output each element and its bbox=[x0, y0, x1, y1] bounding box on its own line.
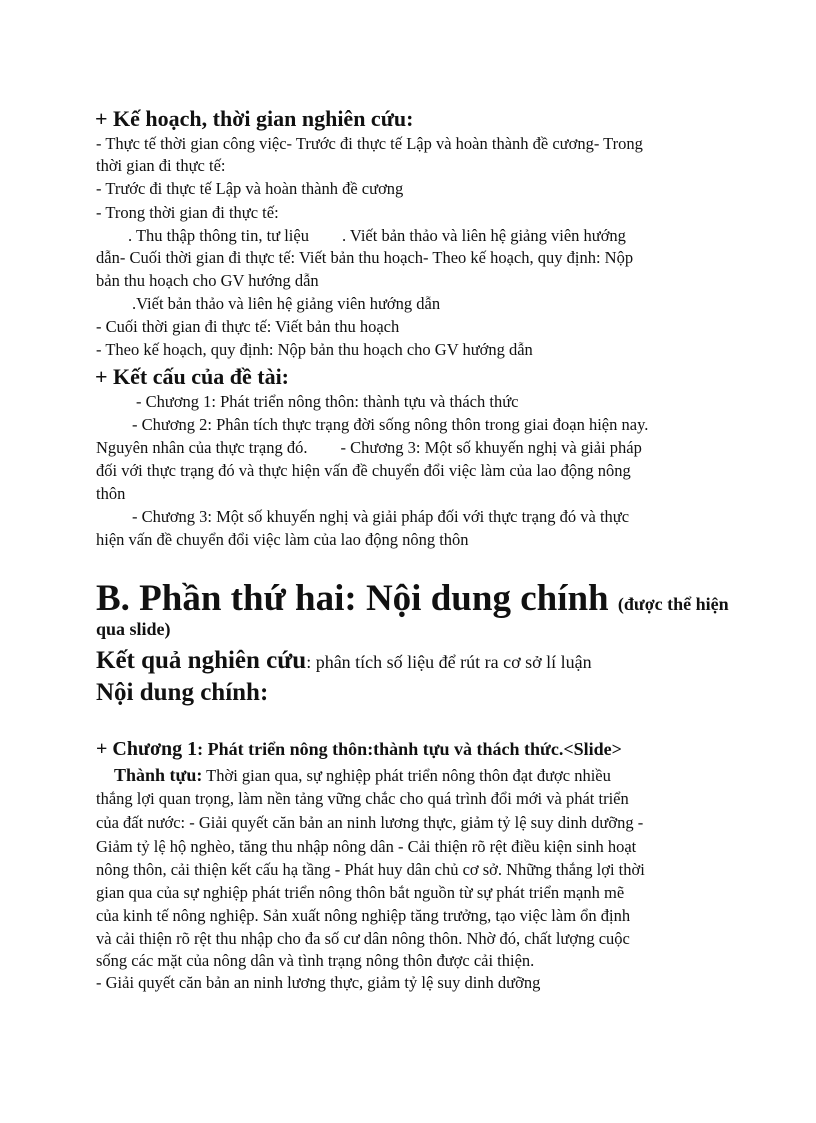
text-line: của đất nước: - Giải quyết căn bản an ninh lương thực, giảm tỷ lệ suy dinh dưỡng - bbox=[96, 813, 644, 832]
text-line: hiện vấn đề chuyển đổi việc làm của lao động nông thôn bbox=[96, 530, 469, 549]
chapter1-heading-rest: : Phát triển nông thôn:thành tựu và thách thức.<Slide> bbox=[197, 739, 622, 759]
text-line: bản thu hoạch cho GV hướng dẫn bbox=[96, 271, 319, 290]
text-line: - Theo kế hoạch, quy định: Nộp bản thu hoạch cho GV hướng dẫn bbox=[96, 340, 533, 359]
text-line: - Chương 3: Một số khuyến nghị và giải pháp đối với thực trạng đó và thực bbox=[132, 507, 630, 526]
part-b-title bbox=[96, 578, 729, 625]
text-line: - Chương 2: Phân tích thực trạng đời sống nông thôn trong giai đoạn hiện nay. bbox=[132, 415, 649, 434]
text-line: Nguyên nhân của thực trạng đó. - Chương 3: Một số khuyến nghị và giải pháp bbox=[96, 438, 642, 457]
chapter1-heading bbox=[96, 737, 622, 761]
part-b-title-main: B. Phần thứ hai: Nội dung chính bbox=[96, 578, 609, 619]
text-line: - Trước đi thực tế Lập và hoàn thành đề cương bbox=[96, 179, 404, 198]
text-line: thôn bbox=[96, 484, 126, 503]
text-line: thời gian đi thực tế: bbox=[96, 156, 226, 175]
chapter1-heading-prefix: + Chương 1 bbox=[96, 738, 198, 760]
text-line: nông thôn, cải thiện kết cấu hạ tầng - Phát huy dân chủ cơ sở. Những thắng lợi thời bbox=[96, 860, 645, 879]
text-line: - Trong thời gian đi thực tế: bbox=[96, 203, 279, 222]
text-line: - Chương 1: Phát triển nông thôn: thành tựu và thách thức bbox=[136, 392, 519, 411]
content-heading: Nội dung chính: bbox=[96, 679, 269, 706]
part-b-title-note-2: qua slide) bbox=[96, 619, 171, 639]
heading-plan: + Kế hoạch, thời gian nghiên cứu: bbox=[95, 106, 414, 131]
text-line: của kinh tế nông nghiệp. Sản xuất nông nghiệp tăng trưởng, tạo việc làm ổn định bbox=[96, 906, 631, 925]
achievement-label: Thành tựu: bbox=[114, 765, 203, 785]
part-b-title-note: (được thể hiện bbox=[617, 594, 729, 614]
text-line: Giảm tỷ lệ hộ nghèo, tăng thu nhập nông dân - Cải thiện rõ rệt điều kiện sinh hoạt bbox=[96, 837, 637, 856]
text-line: và cải thiện rõ rệt thu nhập cho đa số cư dân nông thôn. Nhờ đó, chất lượng cuộc bbox=[96, 929, 630, 948]
text-line: - Giải quyết căn bản an ninh lương thực, giảm tỷ lệ suy dinh dưỡng bbox=[96, 973, 541, 992]
text-line: sống các mặt của nông dân và tình trạng nông thôn được cải thiện. bbox=[96, 951, 535, 970]
achievement-text: Thời gian qua, sự nghiệp phát triển nông thôn đạt được nhiều bbox=[202, 766, 611, 785]
text-line: . Thu thập thông tin, tư liệu . Viết bản thảo và liên hệ giảng viên hướng bbox=[128, 226, 626, 245]
text-line: thắng lợi quan trọng, làm nền tảng vững chắc cho quá trình đổi mới và phát triển bbox=[96, 789, 629, 808]
text-line: .Viết bản thảo và liên hệ giảng viên hướng dẫn bbox=[132, 294, 441, 313]
heading-structure: + Kết cấu của đề tài: bbox=[95, 364, 290, 389]
text-line: - Thực tế thời gian công việc- Trước đi thực tế Lập và hoàn thành đề cương- Trong bbox=[96, 134, 643, 153]
achievement-line bbox=[114, 765, 611, 786]
result-line bbox=[96, 646, 592, 677]
text-line: gian qua của sự nghiệp phát triển nông thôn bắt nguồn từ sự phát triển mạnh mẽ bbox=[96, 883, 625, 902]
text-line: đối với thực trạng đó và thực hiện vấn đề chuyển đổi việc làm của lao động nông bbox=[96, 461, 631, 480]
part-b-title-note-cont bbox=[96, 617, 171, 641]
result-text: : phân tích số liệu để rút ra cơ sở lí luận bbox=[306, 652, 592, 672]
text-line: dẫn- Cuối thời gian đi thực tế: Viết bản thu hoạch- Theo kế hoạch, quy định: Nộp bbox=[96, 248, 634, 267]
result-label: Kết quả nghiên cứu bbox=[96, 647, 307, 674]
text-line: - Cuối thời gian đi thực tế: Viết bản thu hoạch bbox=[96, 317, 400, 336]
